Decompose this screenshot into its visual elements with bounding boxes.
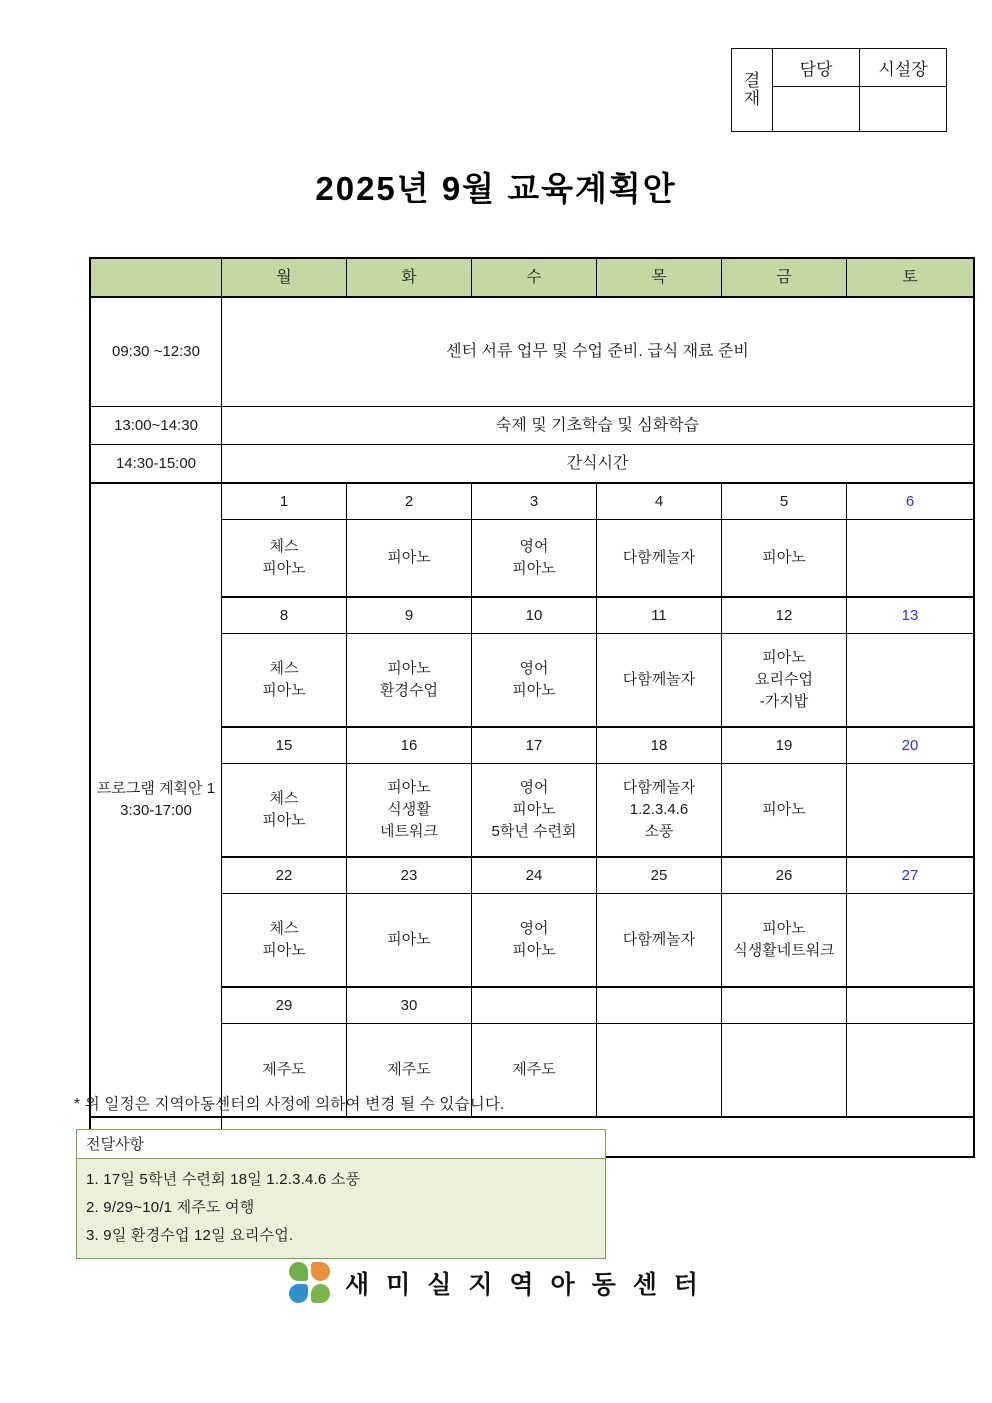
- activity-cell-saturday: [847, 764, 975, 858]
- date-row-week-3: [90, 727, 974, 764]
- logo-leaf-bottom-right: [311, 1284, 330, 1303]
- activity-cell-saturday: [847, 520, 975, 598]
- activity-line: 식생활: [387, 801, 431, 819]
- date-cell: 4: [597, 483, 722, 520]
- header-day-mon: 월: [222, 258, 347, 297]
- logo-leaf-top-left: [289, 1262, 308, 1281]
- approval-column-director: 시설장: [860, 49, 947, 87]
- footer: [0, 1262, 992, 1304]
- date-cell: 29: [222, 987, 347, 1024]
- logo-square-bottom-left: [289, 1284, 308, 1303]
- schedule-disclaimer: * 위 일정은 지역아동센터의 사정에 의하여 변경 될 수 있습니다.: [74, 1096, 505, 1113]
- date-cell: [722, 987, 847, 1024]
- activity-cell: [222, 894, 347, 988]
- activity-cell: [347, 764, 472, 858]
- date-cell-saturday: 13: [847, 597, 975, 634]
- approval-label-cell: [732, 49, 773, 132]
- date-cell: 1: [222, 483, 347, 520]
- activity-cell: [597, 1024, 722, 1118]
- organization-name: 새 미 실 지 역 아 동 센 터: [345, 1271, 703, 1299]
- approval-label-char-2: 재: [743, 89, 761, 108]
- activity-row-week-1: [90, 520, 974, 598]
- schedule-table: [89, 257, 975, 1158]
- date-cell: 25: [597, 857, 722, 894]
- date-cell: 22: [222, 857, 347, 894]
- activity-line: 체스: [269, 538, 299, 556]
- activity-line: 피아노: [762, 649, 806, 667]
- program-label-line-3: 13:30-17:00: [120, 780, 216, 819]
- notice-item: 3. 9일 환경수업 12일 요리수업.: [86, 1226, 294, 1244]
- date-cell: [597, 987, 722, 1024]
- weekday-header-row: [90, 258, 974, 297]
- activity-cell: [722, 634, 847, 728]
- activity-line: 피아노: [512, 801, 556, 819]
- date-cell: 17: [472, 727, 597, 764]
- activity-line: 피아노: [387, 779, 431, 797]
- date-cell: 30: [347, 987, 472, 1024]
- activity-line: 환경수업: [380, 682, 438, 699]
- time-label-snack: 14:30-15:00: [90, 445, 222, 484]
- header-corner-cell: [90, 258, 222, 297]
- activity-line: 다함께놀자: [622, 931, 696, 949]
- homework-row: [90, 407, 974, 445]
- activity-cell: [222, 634, 347, 728]
- activity-cell: [722, 764, 847, 858]
- activity-line: 네트워크: [380, 822, 438, 840]
- date-cell: 18: [597, 727, 722, 764]
- date-cell: 3: [472, 483, 597, 520]
- activity-cell: [597, 520, 722, 598]
- date-cell: 16: [347, 727, 472, 764]
- schedule-table-container: [89, 257, 927, 1158]
- activity-line: 피아노: [387, 549, 431, 567]
- activity-line: 영어: [519, 779, 549, 797]
- activity-line: 식생활네트워크: [733, 942, 835, 959]
- activity-line: 영어: [519, 920, 549, 938]
- activity-cell-saturday: [847, 1024, 975, 1118]
- activity-morning-prep: 센터 서류 업무 및 수업 준비. 급식 재료 준비: [222, 297, 975, 407]
- activity-line: 다함께놀자: [622, 549, 696, 567]
- activity-line: 피아노: [512, 560, 556, 577]
- date-cell: 8: [222, 597, 347, 634]
- activity-cell-saturday: [847, 894, 975, 988]
- date-cell: 5: [722, 483, 847, 520]
- activity-cell: [597, 894, 722, 988]
- activity-line: 소풍: [644, 822, 674, 840]
- activity-line: 피아노: [262, 560, 306, 577]
- notices-heading: 전달사항: [77, 1130, 605, 1159]
- date-cell: 9: [347, 597, 472, 634]
- activity-cell: [347, 634, 472, 728]
- notice-item: 1. 17일 5학년 수련회 18일 1.2.3.4.6 소풍: [86, 1171, 361, 1188]
- approval-header-row: [732, 49, 947, 87]
- date-cell-saturday: 6: [847, 483, 975, 520]
- activity-snack: 간식시간: [222, 445, 975, 484]
- date-cell: 11: [597, 597, 722, 634]
- activity-row-week-4: [90, 894, 974, 988]
- activity-line: 피아노: [512, 682, 556, 699]
- date-row-week-1: [90, 483, 974, 520]
- approval-column-manager: 담당: [773, 49, 860, 87]
- approval-label-char-1: 결: [743, 70, 761, 90]
- activity-line: 체스: [269, 790, 299, 808]
- notice-item: 2. 9/29~10/1 제주도 여행: [86, 1198, 255, 1216]
- header-day-sat: 토: [847, 258, 975, 297]
- date-cell: 23: [347, 857, 472, 894]
- activity-line: 영어: [519, 538, 549, 556]
- approval-signature-director[interactable]: [860, 87, 947, 132]
- activity-line: 다함께놀자: [622, 779, 696, 797]
- header-day-wed: 수: [472, 258, 597, 297]
- date-cell: [472, 987, 597, 1024]
- date-cell: 24: [472, 857, 597, 894]
- activity-cell: [597, 764, 722, 858]
- activity-line: 제주도: [387, 1061, 431, 1079]
- notices-box: [76, 1129, 606, 1259]
- activity-line: 피아노: [512, 942, 556, 959]
- approval-table: [731, 48, 947, 132]
- activity-line: 피아노: [262, 812, 306, 829]
- activity-cell: [222, 520, 347, 598]
- notices-body: [77, 1159, 605, 1258]
- activity-cell: [347, 520, 472, 598]
- logo-square-top-right: [311, 1262, 330, 1281]
- date-row-week-5: [90, 987, 974, 1024]
- program-label-line-1: 프로그램: [96, 780, 155, 798]
- activity-cell-saturday: [847, 634, 975, 728]
- header-day-tue: 화: [347, 258, 472, 297]
- header-day-thu: 목: [597, 258, 722, 297]
- activity-cell: [472, 520, 597, 598]
- date-cell: 15: [222, 727, 347, 764]
- program-label-line-2: 계획안: [159, 780, 203, 798]
- activity-row-week-3: [90, 764, 974, 858]
- activity-line: 피아노: [262, 942, 306, 959]
- activity-line: 제주도: [262, 1061, 306, 1079]
- date-cell-saturday: 20: [847, 727, 975, 764]
- date-row-week-4: [90, 857, 974, 894]
- activity-cell: [472, 894, 597, 988]
- date-cell: 26: [722, 857, 847, 894]
- activity-line: 체스: [269, 920, 299, 938]
- activity-line: 제주도: [512, 1061, 556, 1079]
- activity-line: 5학년 수련회: [491, 822, 577, 840]
- date-cell: 2: [347, 483, 472, 520]
- date-cell: 12: [722, 597, 847, 634]
- activity-line: 피아노: [262, 682, 306, 699]
- activity-cell: [222, 764, 347, 858]
- activity-line: -가지밥: [759, 692, 809, 710]
- activity-line: 피아노: [387, 931, 431, 949]
- activity-line: 1.2.3.4.6: [629, 801, 689, 819]
- activity-homework: 숙제 및 기초학습 및 심화학습: [222, 407, 975, 445]
- activity-cell: [472, 764, 597, 858]
- activity-line: 피아노: [762, 549, 806, 567]
- time-label-homework: 13:00~14:30: [90, 407, 222, 445]
- activity-cell: [597, 634, 722, 728]
- activity-line: 영어: [519, 660, 549, 678]
- date-row-week-2: [90, 597, 974, 634]
- approval-signature-manager[interactable]: [773, 87, 860, 132]
- header-day-fri: 금: [722, 258, 847, 297]
- activity-cell: [722, 894, 847, 988]
- activity-line: 체스: [269, 660, 299, 678]
- activity-cell: [722, 520, 847, 598]
- activity-line: 피아노: [762, 920, 806, 938]
- date-cell-saturday: [847, 987, 975, 1024]
- activity-line: 피아노: [762, 801, 806, 819]
- activity-cell: [472, 634, 597, 728]
- center-logo-icon: [289, 1262, 331, 1304]
- activity-line: 요리수업: [755, 671, 813, 689]
- activity-line: 다함께놀자: [622, 671, 696, 689]
- snack-row: [90, 445, 974, 484]
- activity-cell: [722, 1024, 847, 1118]
- date-cell: 19: [722, 727, 847, 764]
- date-cell-saturday: 27: [847, 857, 975, 894]
- program-plan-label-cell: [90, 483, 222, 1117]
- activity-line: 피아노: [387, 660, 431, 678]
- time-label-morning: 09:30 ~12:30: [90, 297, 222, 407]
- date-cell: 10: [472, 597, 597, 634]
- activity-cell: [347, 894, 472, 988]
- approval-stamp-box: [731, 48, 947, 132]
- morning-prep-row: [90, 297, 974, 407]
- activity-row-week-2: [90, 634, 974, 728]
- page-title: 2025년 9월 교육계획안: [315, 170, 677, 207]
